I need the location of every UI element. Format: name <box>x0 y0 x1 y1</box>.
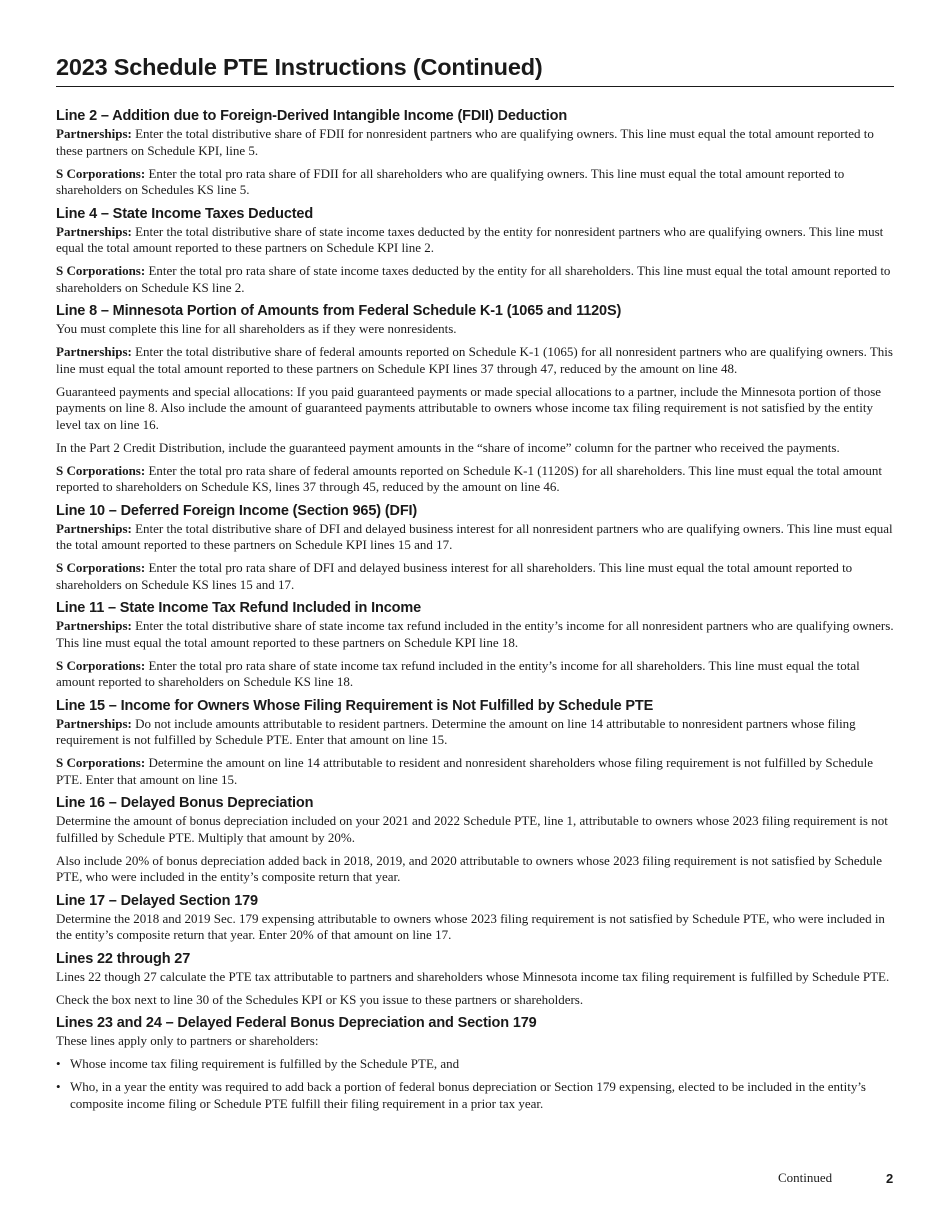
bullet-icon: • <box>56 1056 61 1071</box>
list-item-text: Whose income tax filing requirement is fulfilled by the Schedule PTE, and <box>70 1056 460 1071</box>
paragraph-text: Do not include amounts attributable to resident partners. Determine the amount on line 14 attributable to nonresident partners whose filing requirement is not fulfilled by Schedule PTE. Enter that amount on line 15. <box>56 715 856 747</box>
instruction-section <box>56 1014 894 1112</box>
section-heading: Lines 22 through 27 <box>56 950 191 967</box>
paragraph-text: You must complete this line for all shareholders as if they were nonresidents. <box>56 321 457 336</box>
section-heading: Line 2 – Addition due to Foreign-Derived Intangible Income (FDII) Deduction <box>56 108 568 124</box>
paragraph-lead: Partnerships: <box>56 715 132 731</box>
paragraph-text: Enter the total distributive share of FDII for nonresident partners who are qualifying owners. This line must equal the total amount reported to these partners on Schedule KPI, line 5. <box>56 126 874 158</box>
paragraph-text: Enter the total pro rata share of state income taxes deducted by the entity for all shareholders. This line must equal the total amount reported to shareholders on Schedule KS line 2. <box>56 263 891 295</box>
paragraph-text: Enter the total pro rata share of FDII for all shareholders who are qualifying owners. This line must equal the total amount reported to shareholders on Schedules KS line 5. <box>56 165 845 197</box>
instruction-paragraph <box>56 344 894 377</box>
section-heading: Line 11 – State Income Tax Refund Included in Income <box>56 600 421 616</box>
instruction-section <box>56 950 894 1009</box>
paragraph-lead: S Corporations: <box>56 657 146 673</box>
paragraph-lead: S Corporations: <box>56 560 146 575</box>
section-heading: Line 4 – State Income Taxes Deducted <box>56 205 314 222</box>
instruction-section <box>56 502 894 594</box>
instruction-paragraph <box>56 618 894 651</box>
paragraph-text: Enter the total distributive share of state income taxes deducted by the entity for nonresident partners who are qualifying owners. This line must equal the total amount reported to these partners on Schedule KPI line 2. <box>56 223 884 255</box>
paragraph-text: Determine the amount of bonus depreciation included on your 2021 and 2022 Schedule PTE, line 1, attributable to owners whose 2023 filing requirement is not fulfilled by Schedule PTE. Multiply that amount by 20%. <box>56 813 888 845</box>
instruction-paragraph <box>56 755 894 788</box>
instruction-paragraph <box>56 853 894 886</box>
paragraph-lead: S Corporations: <box>56 263 146 278</box>
instruction-paragraph <box>56 560 894 593</box>
paragraph-lead: Partnerships: <box>56 520 132 536</box>
instruction-section <box>56 205 894 297</box>
section-heading: Line 15 – Income for Owners Whose Filing Requirement is Not Fulfilled by Schedule PTE <box>56 697 654 714</box>
paragraph-text: In the Part 2 Credit Distribution, include the guaranteed payment amounts in the “share of income” column for the partner who received the payments. <box>56 439 840 455</box>
list-item-text: Who, in a year the entity was required to add back a portion of federal bonus depreciation or Section 179 expensing, elected to be included in the entity’s composite income filing or Schedule PTE fulfill their filing requirement in a prior tax year. <box>70 1079 866 1111</box>
paragraph-lead: S Corporations: <box>56 755 146 770</box>
instruction-section <box>56 107 894 199</box>
paragraph-lead: Partnerships: <box>56 126 132 141</box>
instruction-paragraph <box>56 463 894 496</box>
paragraph-text: Enter the total pro rata share of state income tax refund included in the entity’s income for all shareholders. This line must equal the total amount reported to shareholders on Schedule KS line 18. <box>56 657 860 689</box>
section-heading: Line 17 – Delayed Section 179 <box>56 892 258 909</box>
paragraph-text: Lines 22 though 27 calculate the PTE tax attributable to partners and shareholders whose Minnesota income tax filing requirement is fulfilled by Schedule PTE. <box>56 968 890 984</box>
bullet-icon: • <box>56 1079 61 1094</box>
paragraph-text: Check the box next to line 30 of the Schedules KPI or KS you issue to these partners or shareholders. <box>56 991 584 1007</box>
continued-note: Continued <box>778 1170 833 1185</box>
instruction-section <box>56 892 894 944</box>
instruction-paragraph <box>56 658 894 691</box>
instruction-paragraph <box>56 166 894 199</box>
instructions-body <box>56 107 894 1112</box>
document-page <box>56 50 894 1112</box>
paragraph-text: Determine the 2018 and 2019 Sec. 179 expensing attributable to owners whose 2023 filing requirement is not satisfied by Schedule PTE, who were included in the entity’s composite return that year. Enter 20% of that amount on line 17. <box>56 910 885 942</box>
instruction-paragraph <box>56 440 894 457</box>
paragraph-text: Enter the total pro rata share of federal amounts reported on Schedule K-1 (1120S) for all shareholders. This line must equal the total amount reported to shareholders on Schedule KS, lines 37 through 45, reduced by the amount on line 46. <box>56 462 883 494</box>
paragraph-text: Enter the total pro rata share of DFI and delayed business interest for all shareholders. This line must equal the total amount reported to shareholders on Schedule KS lines 15 and 17. <box>56 560 853 592</box>
page-number: 2 <box>886 1171 894 1186</box>
instruction-paragraph <box>56 911 894 944</box>
bullet-list <box>56 1056 894 1112</box>
instruction-paragraph <box>56 263 894 296</box>
instruction-paragraph <box>56 384 894 434</box>
paragraph-lead: Partnerships: <box>56 618 132 633</box>
list-item <box>56 1056 894 1073</box>
instruction-paragraph <box>56 321 894 338</box>
paragraph-text: Determine the amount on line 14 attributable to resident and nonresident shareholders whose filing requirement is not fulfilled by Schedule PTE. Enter that amount on line 15. <box>56 755 874 787</box>
paragraph-text: Also include 20% of bonus depreciation added back in 2018, 2019, and 2020 attributable to owners whose 2023 filing requirement is not satisfied by Schedule PTE, who were included in the entity’s composite return that year. <box>56 852 883 884</box>
instruction-paragraph <box>56 1033 894 1050</box>
instruction-section <box>56 697 894 789</box>
paragraph-lead: Partnerships: <box>56 344 132 359</box>
paragraph-text: These lines apply only to partners or shareholders: <box>56 1033 319 1048</box>
list-item <box>56 1079 894 1112</box>
instruction-paragraph <box>56 813 894 846</box>
instruction-paragraph <box>56 521 894 554</box>
paragraph-text: Enter the total distributive share of state income tax refund included in the entity’s income for all nonresident partners who are qualifying owners. This line must equal the total amount reported to these partners on Schedule KPI line 18. <box>56 618 894 650</box>
paragraph-text: Enter the total distributive share of federal amounts reported on Schedule K-1 (1065) for all nonresident partners who are qualifying owners. This line must equal the total amount reported to these partners on Schedule KPI lines 37 through 47, reduced by the amount on line 48. <box>56 344 893 376</box>
section-heading: Line 16 – Delayed Bonus Depreciation <box>56 795 314 811</box>
instruction-paragraph <box>56 224 894 257</box>
instruction-paragraph <box>56 969 894 986</box>
instruction-paragraph <box>56 992 894 1009</box>
paragraph-lead: Partnerships: <box>56 223 132 239</box>
section-heading: Line 8 – Minnesota Portion of Amounts from Federal Schedule K-1 (1065 and 1120S) <box>56 303 622 319</box>
section-heading: Line 10 – Deferred Foreign Income (Section 965) (DFI) <box>56 502 418 519</box>
instruction-section <box>56 302 894 496</box>
page-title: 2023 Schedule PTE Instructions (Continued) <box>56 50 894 87</box>
instruction-section <box>56 599 894 691</box>
section-heading: Lines 23 and 24 – Delayed Federal Bonus Depreciation and Section 179 <box>56 1015 537 1031</box>
instruction-paragraph <box>56 716 894 749</box>
paragraph-text: Enter the total distributive share of DFI and delayed business interest for all nonresident partners who are qualifying owners. This line must equal the total amount reported to these partners on Schedule KPI lines 15 and 17. <box>56 520 893 552</box>
paragraph-text: Guaranteed payments and special allocations: If you paid guaranteed payments or made special allocations to a partner, include the Minnesota portion of those payments on line 8. Also include the amount of guaranteed payments attributable to owners whose income tax filing requirement is not satisfied by the entity level tax on line 16. <box>56 383 882 432</box>
paragraph-lead: S Corporations: <box>56 165 146 181</box>
paragraph-lead: S Corporations: <box>56 462 146 478</box>
instruction-section <box>56 794 894 886</box>
instruction-paragraph <box>56 126 894 159</box>
